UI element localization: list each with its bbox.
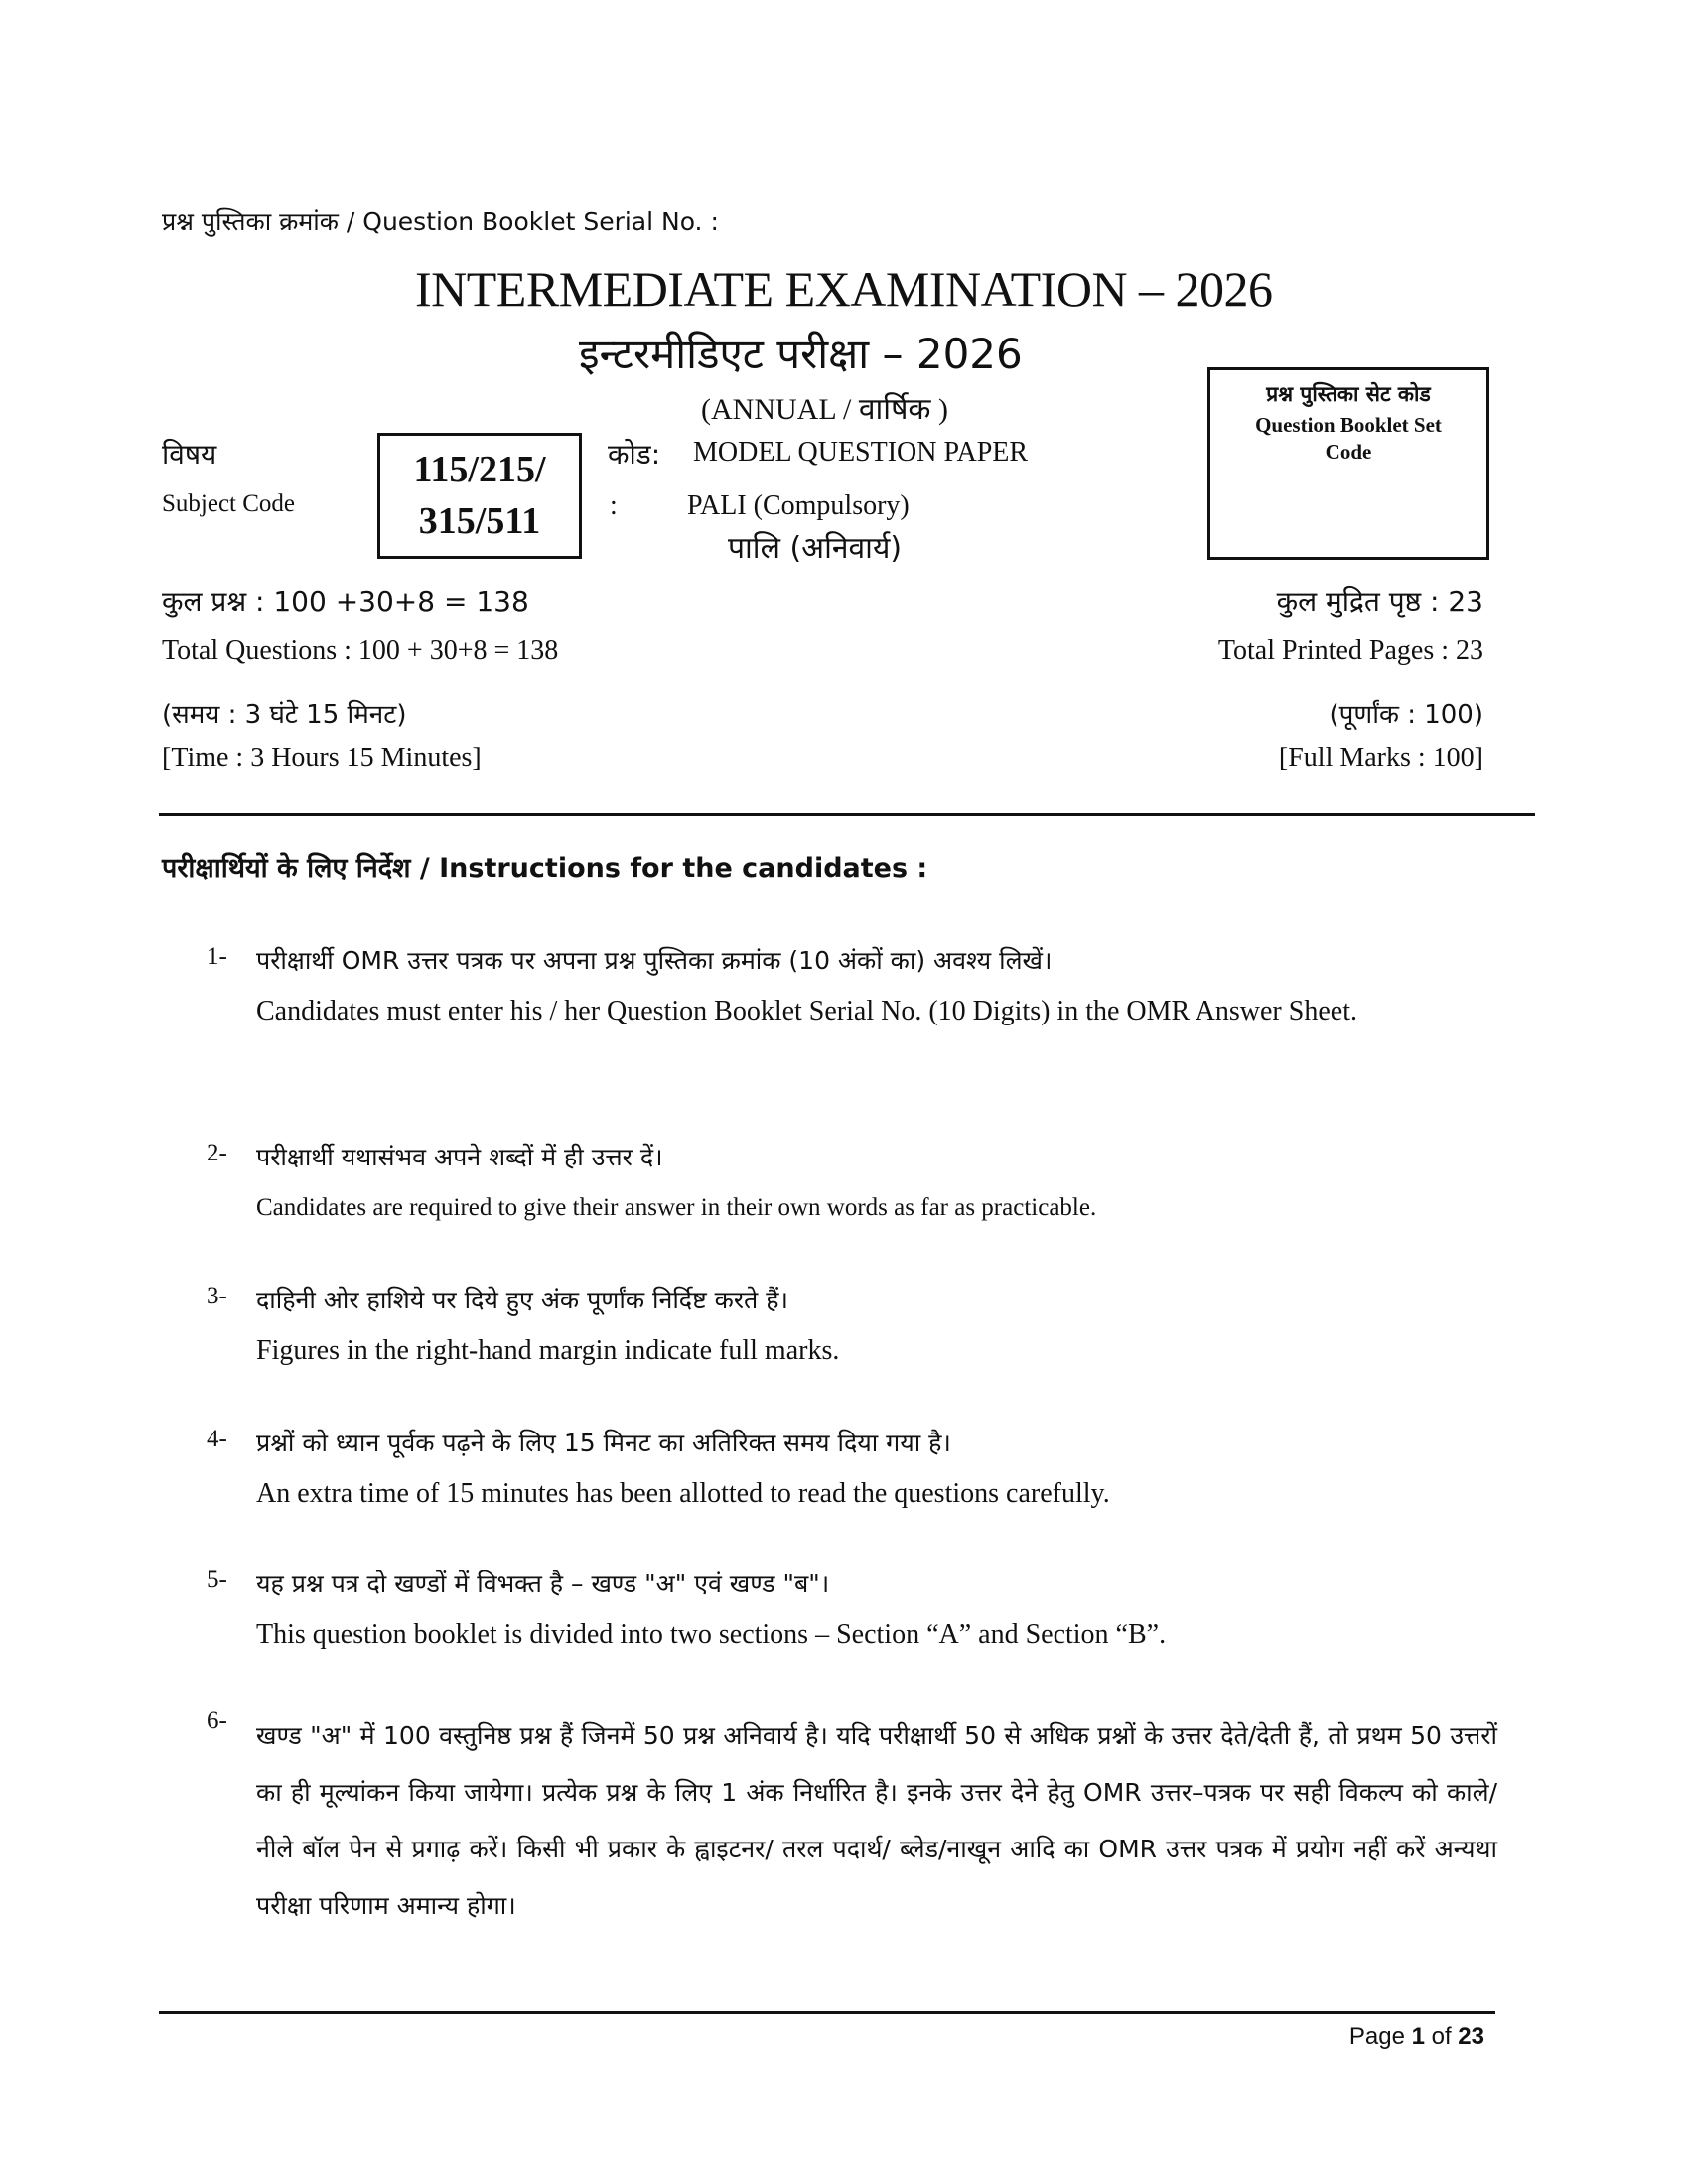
page-total: 23 [1458,2023,1484,2050]
exam-type: (ANNUAL / वार्षिक ) [701,393,948,426]
footer-divider [159,2011,1495,2014]
set-code-label-english: Question Booklet Set Code [1255,413,1442,464]
set-code-box [1207,367,1489,560]
paper-type: MODEL QUESTION PAPER [693,437,1029,468]
header-divider [159,813,1535,816]
instruction-number: 5- [207,1567,227,1593]
full-marks-hindi: (पूर्णांक : 100) [1329,700,1483,730]
instruction-hindi: प्रश्नों को ध्यान पूर्वक पढ़ने के लिए 15 मिनट का अतिरिक्त समय दिया गया है। [256,1429,951,1457]
instruction-number: 4- [207,1426,227,1452]
subject-name-hindi: पालि (अनिवार्य) [728,531,903,566]
exam-title-hindi: इन्टरमीडिएट परीक्षा – 2026 [579,330,1023,378]
page-prefix: Page [1348,2023,1412,2050]
subject-code-line2: 315/511 [418,500,541,542]
instruction-english: Candidates are required to give their answer in their own words as far as practicable. [256,1194,1097,1221]
full-marks-english: [Full Marks : 100] [1278,743,1483,773]
instruction-number: 6- [207,1707,227,1734]
instructions-heading: परीक्षार्थियों के लिए निर्देश / Instructions for the candidates : [162,853,928,884]
total-pages-english: Total Printed Pages : 23 [1217,635,1483,666]
instruction-number: 3- [207,1283,227,1309]
page-current: 1 [1411,2023,1425,2050]
question-booklet-serial-label: प्रश्न पुस्तिका क्रमांक / Question Booklet Serial No. : [162,207,719,236]
page-of: of [1424,2023,1459,2050]
time-english: [Time : 3 Hours 15 Minutes] [162,743,482,773]
instruction-number: 2- [207,1140,227,1166]
instruction-english: Figures in the right-hand margin indicate full marks. [256,1335,840,1366]
instruction-hindi: खण्ड "अ" में 100 वस्तुनिष्ठ प्रश्न हैं जिनमें 50 प्रश्न अनिवार्य है। यदि परीक्षार्थी 50 से अधिक प्रश्नों के उत्तर देते/देती हैं, तो प्रथम 50 उत्तरों का ही मूल्यांकन किया जायेगा। प्रत्येक प्रश्न के लिए 1 अंक निर्धारित है। इनके उत्तर देने हेतु OMR उत्तर–पत्रक पर सही विकल्प को काले/नीले बॉल पेन से प्रगाढ़ करें। किसी भी प्रकार के ह्वाइटनर/ तरल पदार्थ/ ब्लेड/नाखून आदि का OMR उत्तर पत्रक में प्रयोग नहीं करें अन्यथा परीक्षा परिणाम अमान्य होगा। [256,1721,1497,1920]
set-code-label-hindi: प्रश्न पुस्तिका सेट कोड [1266,382,1431,406]
total-questions-english: Total Questions : 100 + 30+8 = 138 [162,635,559,666]
instruction-english: This question booklet is divided into two sections – Section “A” and Section “B”. [256,1619,1167,1650]
instruction-hindi: परीक्षार्थी यथासंभव अपने शब्दों में ही उत्तर दें। [256,1143,663,1171]
instruction-hindi: यह प्रश्न पत्र दो खण्डों में विभक्त है – खण्ड "अ" एवं खण्ड "ब"। [256,1570,830,1598]
code-label-hindi: कोड: [608,438,661,471]
instruction-english: An extra time of 15 minutes has been allotted to read the questions carefully. [256,1478,1110,1509]
code-colon: : [610,490,618,521]
time-hindi: (समय : 3 घंटे 15 मिनट) [162,700,407,730]
instruction-number: 1- [207,943,227,970]
subject-code-box [377,433,582,559]
total-pages-hindi: कुल मुद्रित पृष्ठ : 23 [1276,585,1483,617]
total-questions-hindi: कुल प्रश्न : 100 +30+8 = 138 [162,585,529,617]
subject-label-hindi: विषय [162,438,217,471]
exam-title-english: INTERMEDIATE EXAMINATION – 2026 [415,261,1273,317]
instruction-english: Candidates must enter his / her Question Booklet Serial No. (10 Digits) in the OMR Answer Sheet. [256,996,1357,1026]
subject-code-line1: 115/215/ [413,449,546,490]
subject-code-label: Subject Code [162,490,296,517]
subject-name-english: PALI (Compulsory) [687,490,910,521]
page-number [1349,2023,1484,2051]
instruction-hindi: दाहिनी ओर हाशिये पर दिये हुए अंक पूर्णांक निर्दिष्ट करते हैं। [256,1286,788,1314]
instruction-hindi: परीक्षार्थी OMR उत्तर पत्रक पर अपना प्रश्न पुस्तिका क्रमांक (10 अंकों का) अवश्य लिखें। [256,946,1053,975]
